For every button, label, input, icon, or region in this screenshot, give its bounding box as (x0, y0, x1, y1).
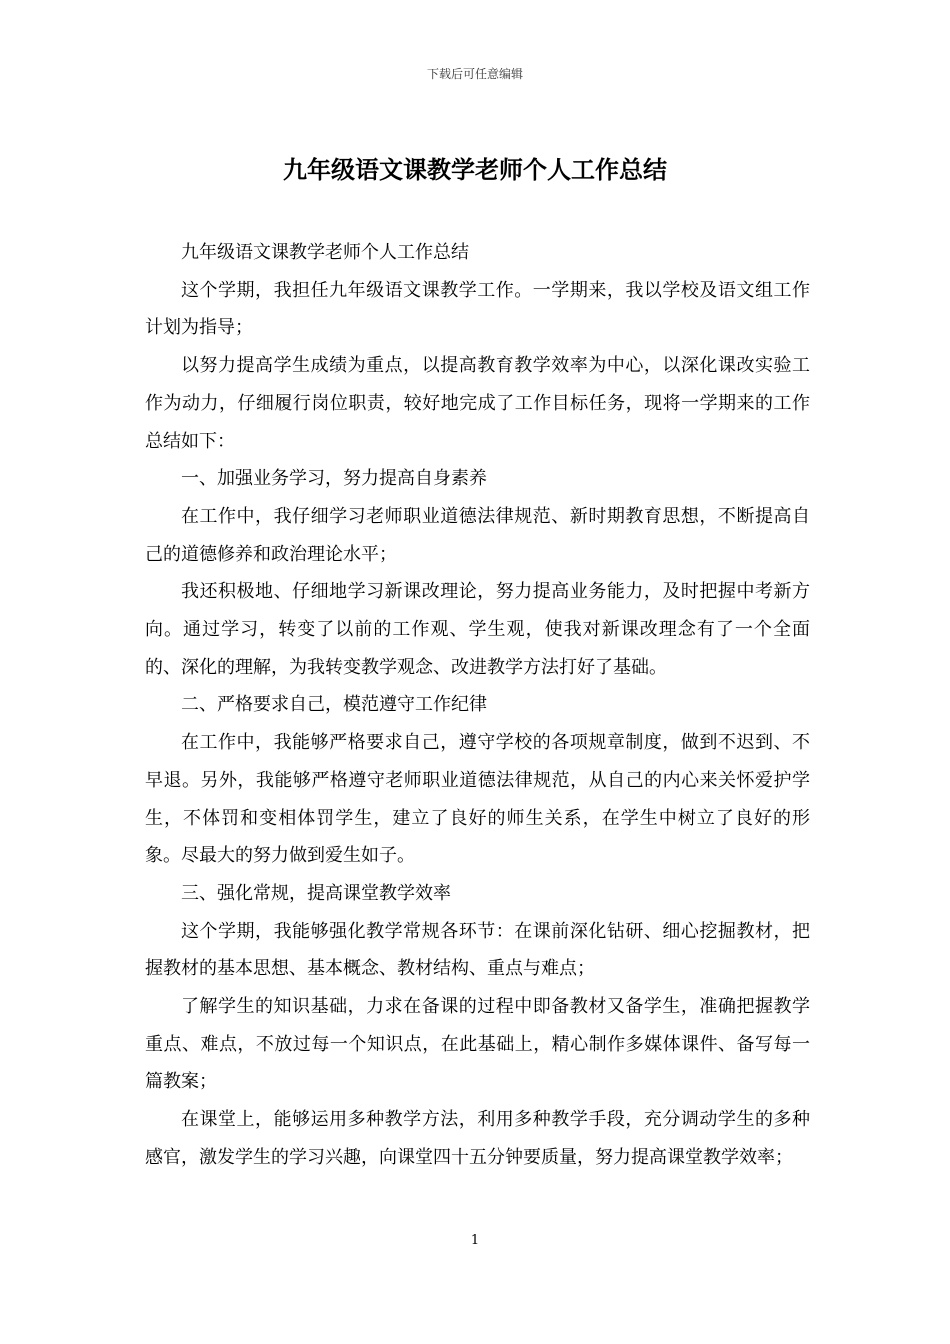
paragraph: 在工作中，我仔细学习老师职业道德法律规范、新时期教育思想，不断提高自己的道德修养和政治理论水平； (145, 505, 810, 565)
paragraph: 这个学期，我担任九年级语文课教学工作。一学期来，我以学校及语文组工作计划为指导； (145, 279, 810, 339)
section-heading: 二、严格要求自己，模范遵守工作纪律 (181, 694, 487, 716)
paragraph: 了解学生的知识基础，力求在备课的过程中即备教材又备学生，准确把握教学重点、难点，不放过每一个知识点，在此基础上，精心制作多媒体课件、备写每一篇教案； (145, 996, 810, 1093)
page-number: 1 (470, 1233, 480, 1248)
document-title: 九年级语文课教学老师个人工作总结 (283, 155, 667, 184)
paragraph: 在课堂上，能够运用多种教学方法，利用多种教学手段，充分调动学生的多种感官，激发学生的学习兴趣，向课堂四十五分钟要质量，努力提高课堂教学效率； (145, 1109, 810, 1168)
header-note: 下载后可任意编辑 (426, 67, 523, 81)
section-heading: 一、加强业务学习，努力提高自身素养 (181, 468, 487, 490)
paragraph: 这个学期，我能够强化教学常规各环节：在课前深化钻研、细心挖掘教材，把握教材的基本思想、基本概念、教材结构、重点与难点； (145, 920, 810, 980)
paragraph: 我还积极地、仔细地学习新课改理论，努力提高业务能力，及时把握中考新方向。通过学习，转变了以前的工作观、学生观，使我对新课改理念有了一个全面的、深化的理解，为我转变教学观念、改进教学方法打好了基础。 (145, 581, 810, 678)
paragraph-subtitle: 九年级语文课教学老师个人工作总结 (181, 242, 469, 263)
document-body (145, 234, 810, 1177)
paragraph: 在工作中，我能够严格要求自己，遵守学校的各项规章制度，做到不迟到、不早退。另外，我能够严格遵守老师职业道德法律规范，从自己的内心来关怀爱护学生，不体罚和变相体罚学生，建立了良好的师生关系，在学生中树立了良好的形象。尽最大的努力做到爱生如子。 (145, 732, 810, 867)
section-heading: 三、强化常规，提高课堂教学效率 (181, 882, 451, 904)
paragraph: 以努力提高学生成绩为重点，以提高教育教学效率为中心，以深化课改实验工作为动力，仔细履行岗位职责，较好地完成了工作目标任务，现将一学期来的工作总结如下： (145, 355, 810, 452)
